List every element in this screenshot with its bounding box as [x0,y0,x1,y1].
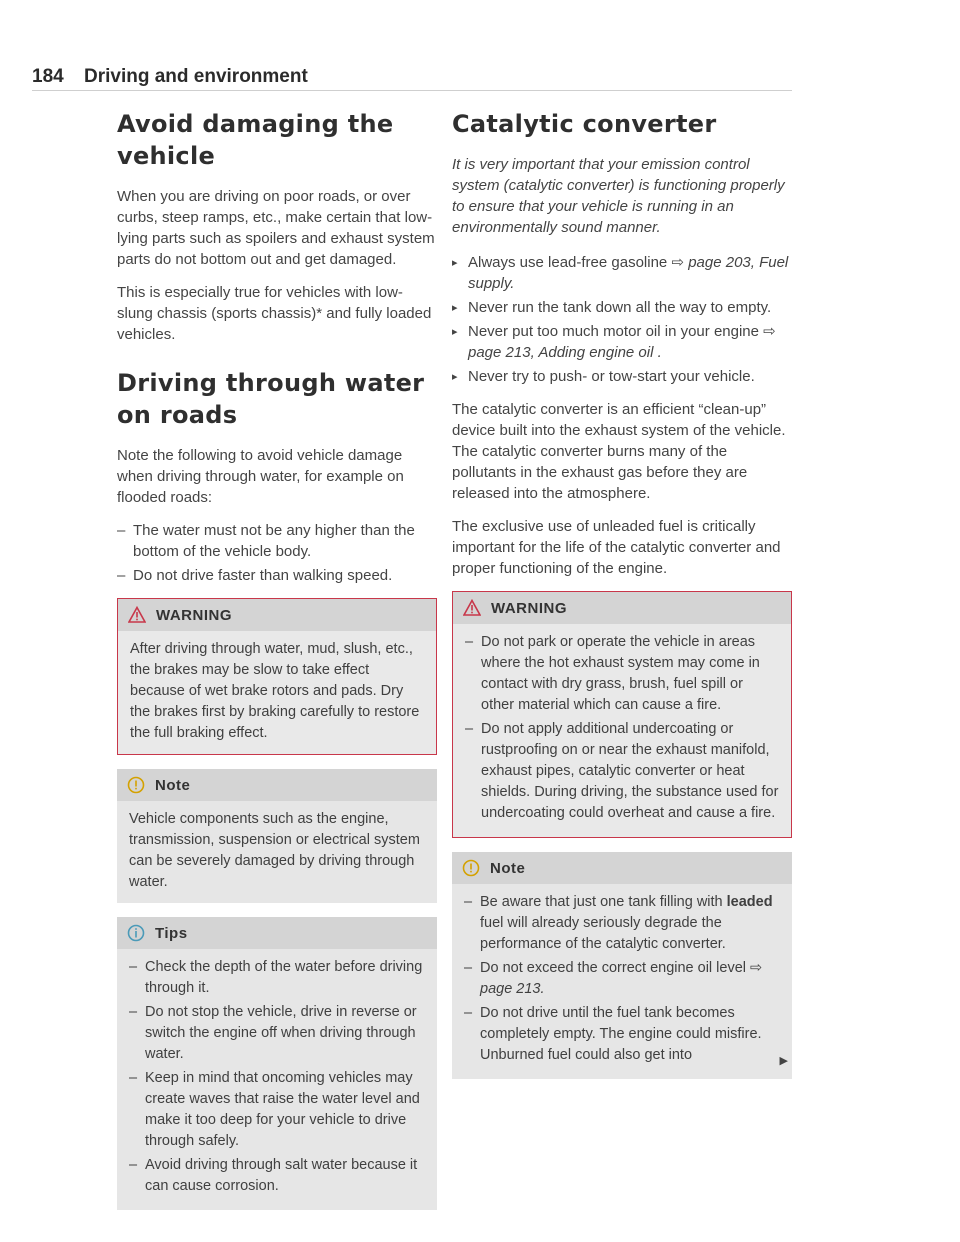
tips-header [117,917,437,949]
catalytic-converter-heading: Catalytic converter [452,110,717,138]
exclamation-circle-icon [462,859,480,877]
tips-box [117,917,437,1210]
water-heading: Driving through water on roads [117,369,425,429]
catalytic-paragraph-1: The catalytic converter is an efficient “clean-up” device built into the exhaust system of the vehicle. The catalytic converter burns many of the pollutants in the exhaust gas before they are released into the atmosphere. [452,401,786,502]
right-column [452,108,792,1079]
note-box [452,852,792,1079]
list-item: ▸ Never run the tank down all the way to empty. [452,299,772,316]
list-item: – Do not exceed the correct engine oil level ⇨ page 213. [464,960,763,997]
list-item: – Do not drive faster than walking speed. [117,567,393,584]
list-item: – Do not apply additional undercoating or rustproofing on or near the exhaust manifold, exhaust pipes, catalytic converter or heat shields. During driving, the substance used for undercoating could overheat and cause a fire. [465,721,779,821]
list-item: – Check the depth of the water before driving through it. [129,959,423,996]
note-header [452,852,792,884]
list-item: – Be aware that just one tank filling with leaded fuel will already seriously degrade the performance of the catalytic converter. [464,894,773,952]
avoid-damage-paragraph-2: This is especially true for vehicles with low-slung chassis (sports chassis)* and fully loaded vehicles. [117,284,432,343]
catalytic-paragraph-2: The exclusive use of unleaded fuel is critically important for the life of the catalytic converter and proper functioning of the engine. [452,518,781,577]
warning-header [118,599,436,631]
list-item: – Keep in mind that oncoming vehicles may create waves that raise the water level and make it too deep for your vehicle to drive through safely. [129,1070,420,1149]
note-list [464,892,780,1066]
warning-box [452,591,792,838]
note-header [117,769,437,801]
warning-triangle-icon [128,606,146,624]
avoid-damage-heading: Avoid damaging the vehicle [117,110,394,170]
note-box [117,769,437,903]
continued-arrow-icon: ▶ [779,1055,788,1067]
list-item: – Do not drive until the fuel tank becomes completely empty. The engine could misfire. Unburned fuel could also get into [464,1005,762,1063]
note-text: Vehicle components such as the engine, transmission, suspension or electrical system can be severely damaged by driving through water. [129,811,420,890]
warning-label: WARNING [491,599,567,617]
page-header [32,62,792,91]
list-item: – The water must not be any higher than the bottom of the vehicle body. [117,522,415,560]
left-column [117,108,437,1224]
avoid-damage-paragraph-1: When you are driving on poor roads, or over curbs, steep ramps, etc., make certain that low-lying parts such as spoilers and exhaust system parts do not bottom out and get damaged. [117,188,435,268]
list-item: ▸ Never put too much motor oil in your engine ⇨ page 213, Adding engine oil . [452,323,776,361]
list-item: – Do not stop the vehicle, drive in reverse or switch the engine off when driving through water. [129,1004,417,1062]
warning-triangle-icon [463,599,481,617]
page-reference-link[interactable]: ⇨ page 203, Fuel supply. [468,254,789,292]
tips-list [129,957,425,1197]
page-reference-link[interactable]: ⇨ page 213. [480,960,763,997]
warning-text: After driving through water, mud, slush, etc., the brakes may be slow to take effect because of wet brake rotors and pads. Dry the brakes first by braking carefully to restore the full braking effect. [130,641,420,741]
info-circle-icon [127,924,145,942]
warning-label: WARNING [156,606,232,624]
list-item: ▸ Always use lead-free gasoline ⇨ page 203, Fuel supply. [452,254,789,292]
note-label: Note [155,776,191,794]
page-reference-link[interactable]: ⇨ page 213, Adding engine oil . [468,323,776,361]
water-paragraph: Note the following to avoid vehicle damage when driving through water, for example on flooded roads: [117,447,404,506]
note-label: Note [490,859,526,877]
list-item: ▸ Never try to push- or tow-start your vehicle. [452,368,755,385]
catalytic-bullets [452,252,792,387]
list-item: – Do not park or operate the vehicle in areas where the hot exhaust system may come in contact with dry grass, brush, fuel spill or other material which can cause a fire. [465,634,760,713]
warning-box [117,598,437,755]
exclamation-circle-icon [127,776,145,794]
section-title: Driving and environment [84,66,308,87]
page-number: 184 [32,66,64,87]
catalytic-intro: It is very important that your emission control system (catalytic converter) is functioning properly to ensure that your vehicle is running in an environmentally sound manner. [452,156,785,236]
warning-header [453,592,791,624]
water-list [117,520,437,586]
tips-label: Tips [155,924,188,942]
list-item: – Avoid driving through salt water because it can cause corrosion. [129,1157,418,1194]
warning-list [465,632,779,824]
